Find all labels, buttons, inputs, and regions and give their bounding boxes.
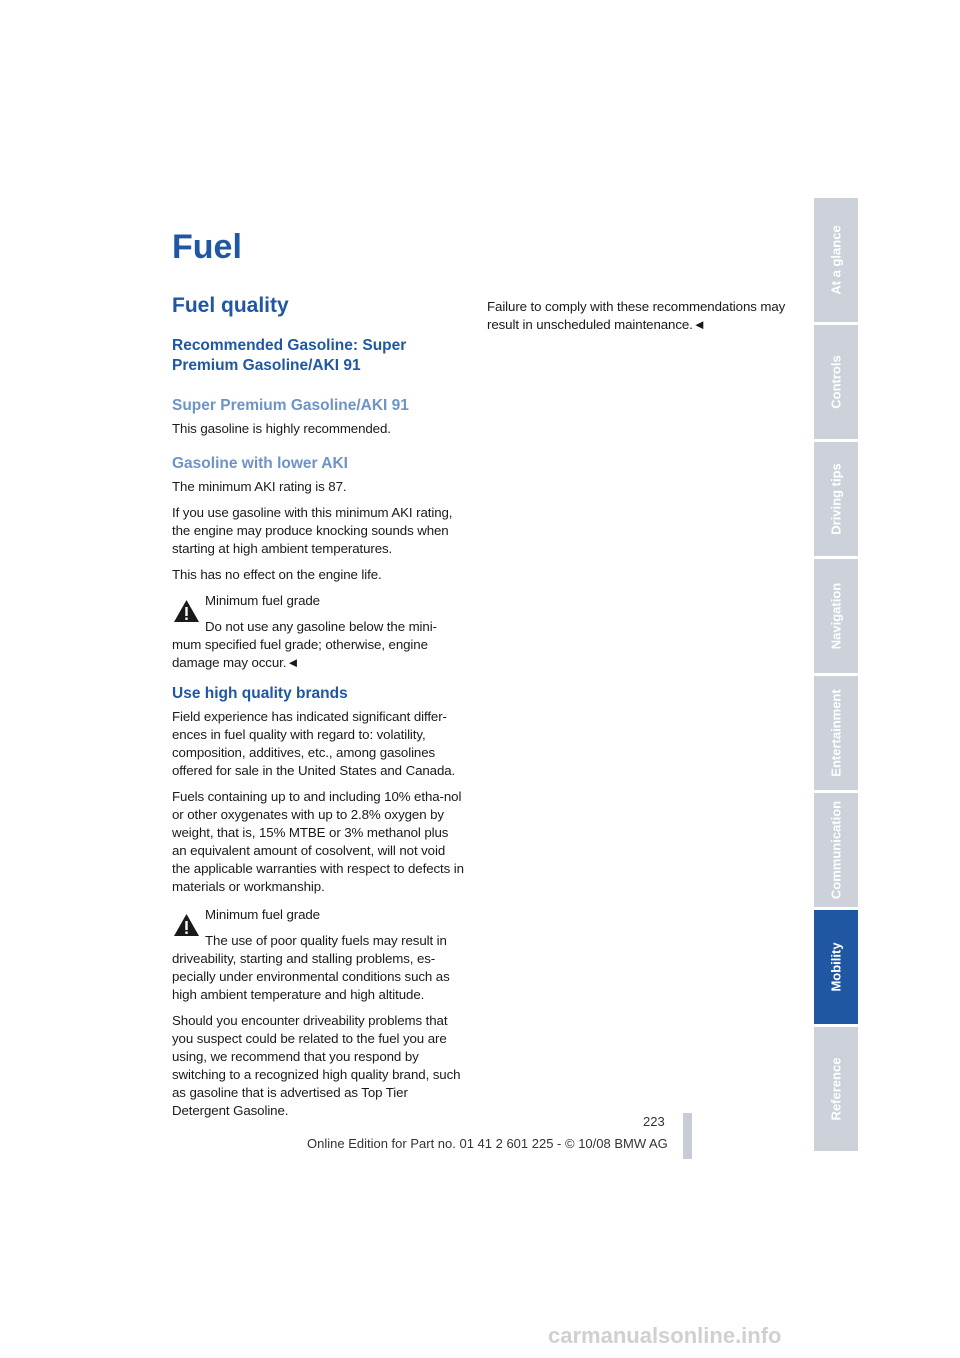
tab-at-a-glance[interactable] (814, 198, 858, 322)
warning-1-title: Minimum fuel grade (205, 593, 320, 608)
brands-text-1: Field experience has indicated significant differ-ences in fuel quality with regard to: volatility, composition, additives, etc., among gasolines offered for sale in the United States and Canada. (172, 709, 456, 778)
tab-label: Mobility (828, 942, 844, 992)
lower-aki-heading: Gasoline with lower AKI (172, 455, 348, 472)
tab-label: Reference (828, 1057, 844, 1121)
super-premium-text: This gasoline is highly recommended. (172, 421, 391, 436)
tab-label: Communication (828, 800, 844, 900)
tab-driving-tips[interactable] (814, 442, 858, 556)
tab-mobility[interactable] (814, 910, 858, 1024)
lower-aki-text-2: If you use gasoline with this minimum AKI rating, the engine may produce knocking sounds when starting at high ambient temperatures. (172, 505, 453, 556)
brands-text-2: Fuels containing up to and including 10% etha-nol or other oxygenates with up to 2.8% oxygen by weight, that is, 15% MTBE or 3% methanol plus an equivalent amount of cosolvent, will not void the applicable warranties with respect to defects in materials or workmanship. (172, 789, 464, 894)
super-premium-heading: Super Premium Gasoline/AKI 91 (172, 397, 409, 414)
tab-label: Driving tips (828, 463, 844, 535)
warning-2-title: Minimum fuel grade (205, 907, 320, 922)
warning-2-text-first-line: The use of poor quality fuels may result in (205, 933, 447, 948)
brands-text-3: Should you encounter driveability problems that you suspect could be related to the fuel you are using, we recommend that you respond by switching to a recognized high quality brand, such as gasoline that is advertised as Top Tier Detergent Gasoline. (172, 1013, 461, 1118)
tab-communication[interactable] (814, 793, 858, 907)
tab-label: Controls (828, 355, 844, 409)
lower-aki-text-3: This has no effect on the engine life. (172, 567, 382, 582)
watermark: carmanualsonline.info (548, 1323, 782, 1348)
tab-label: Navigation (828, 582, 844, 650)
tab-controls[interactable] (814, 325, 858, 439)
right-column (487, 298, 787, 342)
right-column-text: Failure to comply with these recommendations may result in unscheduled maintenance.◄ (487, 299, 786, 332)
warning-triangle-icon (172, 912, 201, 938)
tab-label: Entertainment (828, 689, 844, 777)
tab-navigation[interactable] (814, 559, 858, 673)
footer-text: Online Edition for Part no. 01 41 2 601 225 - © 10/08 BMW AG (307, 1136, 668, 1151)
tab-reference[interactable] (814, 1027, 858, 1151)
page-title: Fuel (172, 228, 242, 266)
section-title: Fuel quality (172, 294, 289, 317)
tab-entertainment[interactable] (814, 676, 858, 790)
page-number: 223 (643, 1114, 665, 1129)
warning-box-2 (172, 906, 466, 1004)
brands-heading: Use high quality brands (172, 685, 348, 702)
warning-triangle-icon (172, 598, 201, 624)
warning-1-text-rest: mum specified fuel grade; otherwise, engine damage may occur.◄ (172, 637, 428, 670)
tab-label: At a glance (828, 225, 844, 295)
warning-1-text-first-line: Do not use any gasoline below the mini- (205, 619, 437, 634)
left-column (172, 294, 466, 1128)
recommended-heading: Recommended Gasoline: Super Premium Gasoline/AKI 91 (172, 337, 407, 374)
warning-box-1 (172, 592, 466, 672)
warning-2-text-rest: driveability, starting and stalling problems, es-pecially under environmental conditions such as high ambient temperature and high altitude. (172, 951, 450, 1002)
chapter-tabs (814, 198, 858, 1154)
lower-aki-text-1: The minimum AKI rating is 87. (172, 479, 347, 494)
page-marker-bar (683, 1113, 692, 1159)
